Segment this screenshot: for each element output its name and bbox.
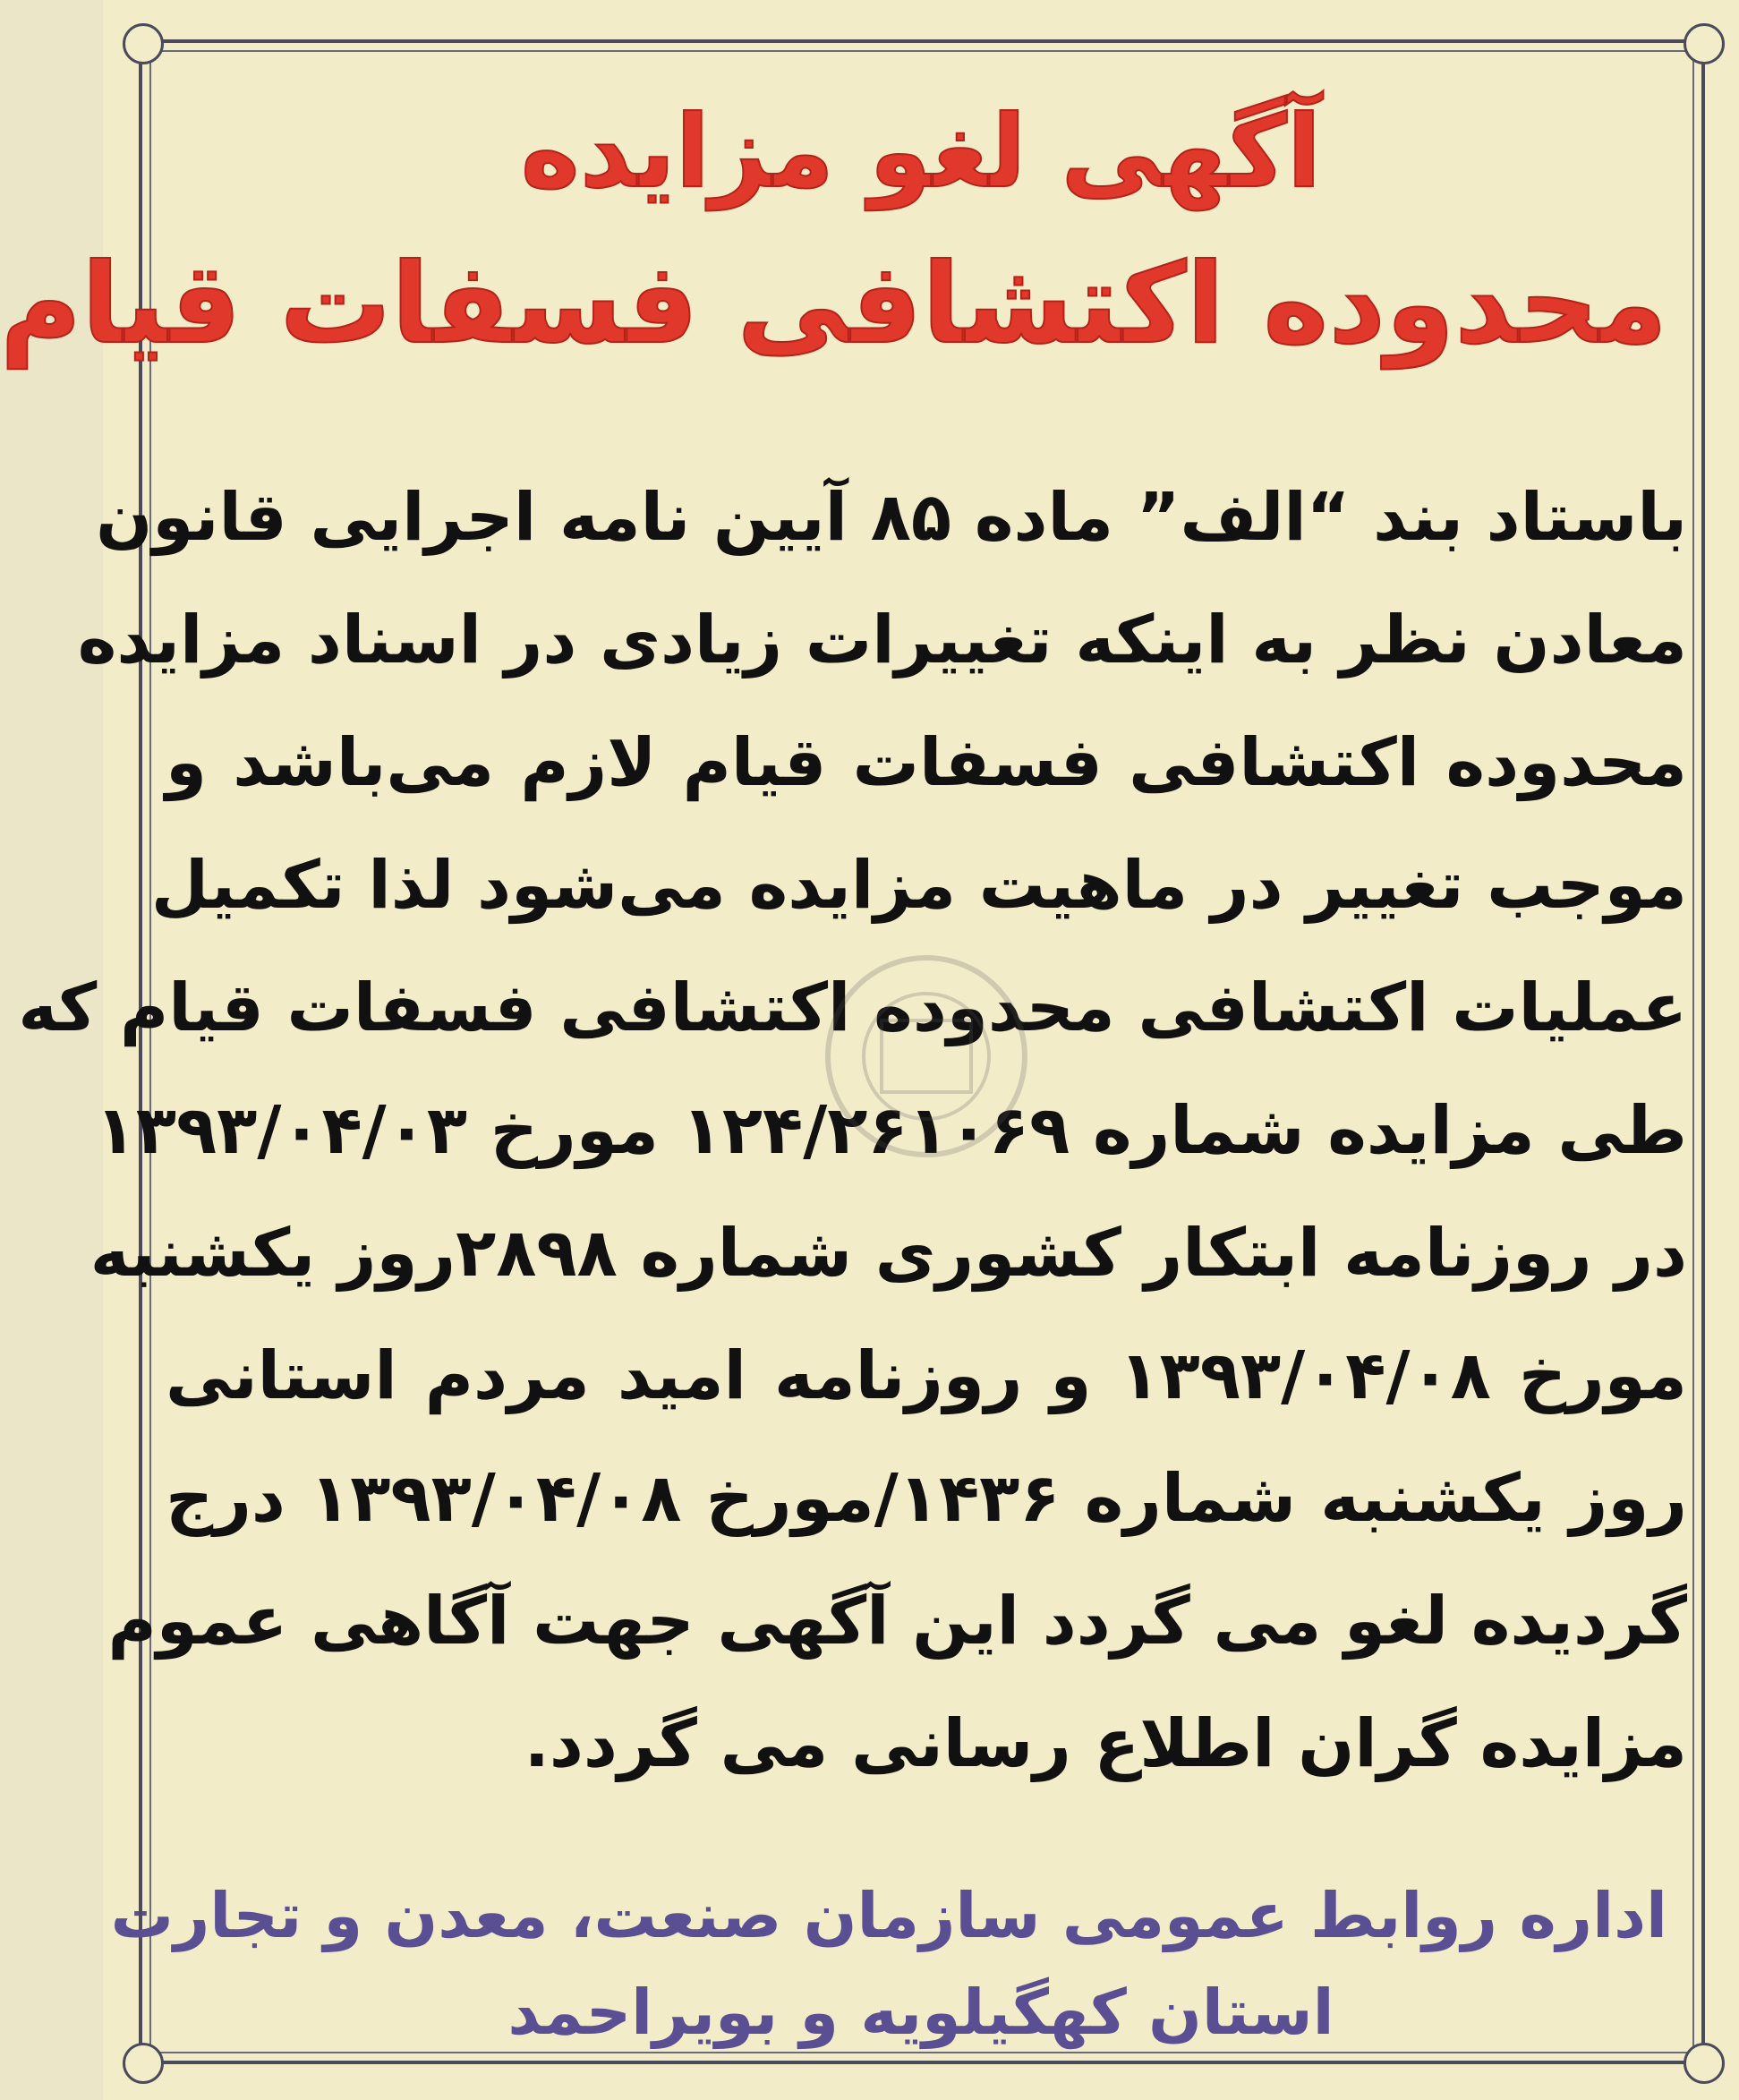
body-line: عملیات اکتشافی محدوده اکتشافی فسفات قیام که	[18, 969, 1687, 1046]
frame-corner-ornament	[1684, 23, 1725, 64]
frame-corner-ornament	[1684, 2043, 1725, 2084]
frame-corner-ornament	[123, 2043, 164, 2084]
issuer-province: استان کهگیلویه و بویراحمد	[507, 1976, 1334, 2049]
notice-body	[18, 457, 1688, 1805]
notice-subtitle: محدوده اکتشافی فسفات قیام	[0, 240, 1667, 369]
body-line: مورخ ۱۳۹۳/۰۴/۰۸ و روزنامه امید مردم استانی	[166, 1337, 1687, 1414]
body-line: مزایده گران اطلاع رسانی می گردد.	[524, 1705, 1687, 1782]
body-line: معادن نظر به اینکه تغییرات زیادی در اسناد مزایده	[77, 602, 1687, 679]
body-line: باستاد بند “الف” ماده ۸۵ آیین نامه اجرایی قانون	[96, 479, 1687, 556]
body-line: موجب تغییر در ماهیت مزایده می‌شود لذا تکمیل	[150, 847, 1687, 924]
body-line: محدوده اکتشافی فسفات قیام لازم می‌باشد و	[166, 724, 1687, 801]
body-line: طی مزایده شماره ۱۲۴/۲۶۱۰۶۹ مورخ ۱۳۹۳/۰۴/۰۳	[95, 1092, 1687, 1169]
frame-corner-ornament	[123, 23, 164, 64]
issuer-department: اداره روابط عمومی سازمان صنعت، معدن و تجارت	[110, 1879, 1667, 1952]
body-line: روز یکشنبه شماره ۱۴۳۶/مورخ ۱۳۹۳/۰۴/۰۸ درج	[166, 1460, 1688, 1537]
body-line: در روزنامه ابتکار کشوری شماره ۲۸۹۸روز یکشنبه	[90, 1215, 1687, 1292]
notice-title: آگهی لغو مزایده	[520, 94, 1322, 210]
body-line: گردیده لغو می گردد این آگهی جهت آگاهی عموم	[107, 1583, 1687, 1660]
